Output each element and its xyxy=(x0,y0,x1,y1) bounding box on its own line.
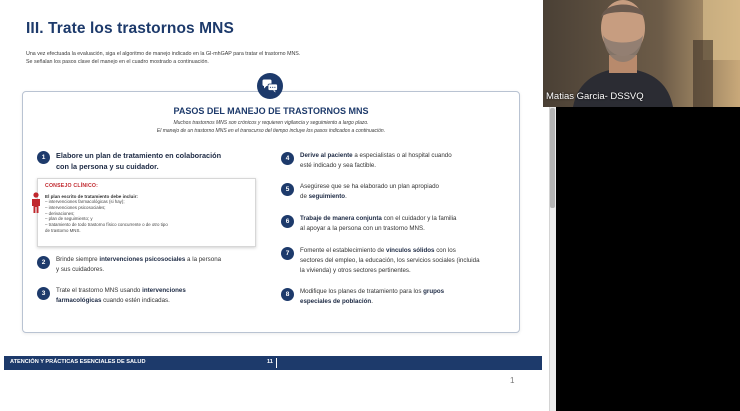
footer-separator xyxy=(276,358,277,368)
panel-subtitle xyxy=(23,119,519,135)
step-number: 7 xyxy=(281,247,294,260)
slide-heading: III. Trate los trastornos MNS xyxy=(26,20,234,37)
clinical-tip-item: – derivaciones; xyxy=(45,210,75,216)
step-3: 3 Trate el trastorno MNS usando intervenciones farmacológicas cuando estén indicadas. xyxy=(37,286,186,306)
step-2: 2 Brinde siempre intervenciones psicosociales a la persona y sus cuidadores. xyxy=(37,255,221,275)
step-number: 6 xyxy=(281,215,294,228)
step-number: 1 xyxy=(37,151,50,164)
step-4: 4 Derive al paciente a especialistas o al hospital cuando esté indicado y sea factible. xyxy=(281,151,452,171)
footer-slide-number: 11 xyxy=(267,359,273,365)
step-number: 8 xyxy=(281,288,294,301)
step-6: 6 Trabaje de manera conjunta con el cuidador y la familia al apoyar a la persona con un trastorno MNS. xyxy=(281,214,456,234)
clinical-tip-item: – tratamiento de todo trastorno físico concurrente o de otro tipo xyxy=(45,222,168,228)
step-8: 8 Modifique los planes de tratamiento para los grupos especiales de población. xyxy=(281,287,444,307)
step-1 xyxy=(37,150,221,172)
step-7: 7 Fomente el establecimiento de vínculos sólidos con los sectores del empleo, la educación, los servicios sociales (incluida la vivienda) y otros sectores pertinentes. xyxy=(281,246,480,276)
slide-footer-bar xyxy=(4,356,542,370)
clinical-tip-item: de trastorno MNS. xyxy=(45,227,81,233)
clinical-tip-box xyxy=(37,178,256,247)
intro-line: Se señalan los pasos clave del manejo en el cuadro mostrado a continuación. xyxy=(26,59,209,65)
scrollbar-thumb[interactable] xyxy=(550,108,555,208)
clinical-tip-item: – intervenciones farmacológicas (si hay); xyxy=(45,199,125,204)
person-icon xyxy=(30,192,42,214)
step-1-line: Elabore un plan de tratamiento en colaboración xyxy=(56,151,222,160)
clinical-tip-item: – plan de seguimiento; y xyxy=(45,216,93,222)
chat-bubbles-icon xyxy=(257,73,283,99)
clinical-tip-lead: El plan escrito de tratamiento debe incluir: xyxy=(45,194,138,199)
participant-name: Matias Garcia- DSSVQ xyxy=(546,91,644,102)
clinical-tip-item: – intervenciones psicosociales; xyxy=(45,204,106,210)
panel-title: PASOS DEL MANEJO DE TRASTORNOS MNS xyxy=(173,106,369,116)
step-5: 5 Asegúrese que se ha elaborado un plan apropiado de seguimiento. xyxy=(281,182,439,202)
clinical-tip-title: CONSEJO CLÍNICO: xyxy=(45,183,99,189)
slide-intro xyxy=(26,50,406,66)
step-number: 2 xyxy=(37,256,50,269)
intro-line: Una vez efectuada la evaluación, siga el algoritmo de manejo indicado en la GI-mhGAP para tratar el trastorno MNS. xyxy=(26,51,301,57)
step-number: 5 xyxy=(281,183,294,196)
step-number: 3 xyxy=(37,287,50,300)
step-number: 4 xyxy=(281,152,294,165)
panel-subtitle-line: Muchos trastornos MNS son crónicos y requieren vigilancia y seguimiento a largo plazo. xyxy=(173,120,369,126)
page-number: 1 xyxy=(510,376,515,385)
step-1-line: con la persona y su cuidador. xyxy=(56,162,159,171)
footer-text: ATENCIÓN Y PRÁCTICAS ESENCIALES DE SALUD xyxy=(10,359,146,365)
panel-subtitle-line: El manejo de un trastorno MNS en el transcurso del tiempo incluye los pasos indicados a continuación. xyxy=(156,128,386,134)
